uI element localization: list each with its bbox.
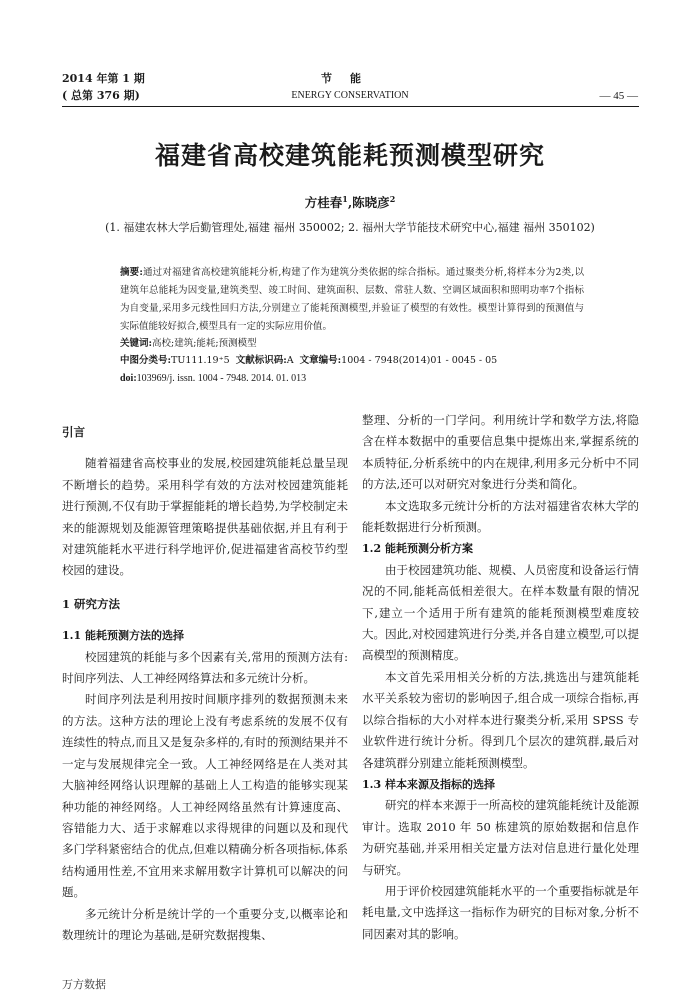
- subsection-heading: 1.3 样本来源及指标的选择: [362, 777, 495, 791]
- doi-value: 103969/j. issn. 1004 - 7948. 2014. 01. 013: [136, 373, 307, 384]
- paragraph: 本文首先采用相关分析的方法,挑选出与建筑能耗水平关系较为密切的影响因子,组合成一项综合指标,再以综合指标的大小对样本进行聚类分析,采用 SPSS 专业软件进行统计分析。得到几个层次的建筑群,最后对各建筑群分别建立能耗预测模型。: [362, 669, 639, 770]
- right-column: [362, 410, 639, 945]
- paragraph: 时间序列法是利用按时间顺序排列的数据预测未来的方法。这种方法的理论上没有考虑系统的发展不仅有连续性的特点,而且又是复杂多样的,有时的预测结果并不一定与发展规律完全一致。人工神经网络是在人类对其大脑神经网络认识理解的基础上人工构造的能够实现某种功能的神经网络。人工神经网络虽然有计算速度高、容错能力大、适于求解难以求得规律的问题以及和现代多门学科紧密结合的优点,但难以精确分析各项指标,体系结构通用性差,不宜用来求解用数字计算机可以解决的问题。: [62, 692, 348, 900]
- author-name: 陈晓彦: [352, 195, 390, 210]
- paragraph: 校园建筑的耗能与多个因素有关,常用的预测方法有:时间序列法、人工神经网络算法和多元统计分析。: [62, 649, 348, 686]
- classification-line: [120, 352, 584, 370]
- author-line: [0, 193, 700, 211]
- watermark: 万方数据: [62, 978, 106, 991]
- keywords: [120, 335, 584, 353]
- author-affiliation-mark: 2: [389, 193, 396, 204]
- paragraph: 多元统计分析是统计学的一个重要分支,以概率论和数理统计的理论为基础,是研究数据搜集、: [62, 906, 348, 942]
- doc-code-value: A: [286, 355, 294, 366]
- section-heading-intro: 引言: [62, 425, 85, 439]
- clc-label: 中图分类号:: [120, 355, 172, 366]
- author-name: 方桂春: [304, 195, 343, 210]
- paper-title: 福建省高校建筑能耗预测模型研究: [154, 141, 545, 170]
- clc-value: TU111.19⁺5: [171, 355, 230, 366]
- paragraph: 用于评价校园建筑能耗水平的一个重要指标就是年耗电量,文中选择这一指标作为研究的目标对象,分析不同因素对其的影响。: [362, 883, 639, 941]
- paragraph: 研究的样本来源于一所高校的建筑能耗统计及能源审计。选取 2010 年 50 栋建筑的原始数据和信息作为研究基础,并采用相关定量方法对信息进行量化处理与研究。: [362, 798, 639, 877]
- paragraph: 由于校园建筑功能、规模、人员密度和设备运行情况的不同,能耗高低相差很大。在样本数量有限的情况下,建立一个适用于所有建筑的能耗预测模型难度较大。因此,对校园建筑进行分类,并各自建立模型,可以提高模型的预测精度。: [362, 562, 639, 663]
- keywords-label: 关键词:: [120, 338, 153, 349]
- abstract-label: 摘要:: [120, 267, 143, 278]
- paragraph: 随着福建省高校事业的发展,校园建筑能耗总量呈现不断增长的趋势。采用科学有效的方法对校园建筑能耗进行预测,不仅有助于掌握能耗的增长趋势,为学校制定未来的能源规划及能源管理策略提供基础依据,并且有利于对建筑能耗水平进行科学地评价,促进福建省高校节约型校园的建设。: [62, 456, 348, 578]
- subsection-heading: 1.2 能耗预测分析方案: [362, 542, 473, 556]
- doi-label: doi:: [120, 373, 137, 384]
- paragraph: 本文选取多元统计分析的方法对福建省农林大学的能耗数据进行分析预测。: [362, 498, 639, 535]
- article-no-value: 1004 - 7948(2014)01 - 0045 - 05: [341, 355, 498, 366]
- author-affiliation-mark: 1: [342, 193, 348, 204]
- journal-name-cn: 节能: [321, 72, 379, 85]
- doi-line: [120, 370, 584, 388]
- journal-name-en: ENERGY CONSERVATION: [291, 90, 409, 101]
- issue-total-label: ( 总第 376 期): [62, 89, 140, 102]
- keywords-text: 高校;建筑;能耗;预测模型: [152, 338, 257, 349]
- doc-code-label: 文献标识码:: [235, 355, 287, 366]
- section-heading-methods: 1 研究方法: [62, 596, 121, 611]
- abstract: [120, 264, 584, 336]
- page-number: — 45 —: [599, 90, 638, 102]
- header-rule: [62, 106, 639, 107]
- left-column: [62, 410, 348, 946]
- subsection-heading: 1.1 能耗预测方法的选择: [62, 629, 184, 643]
- affiliation-line: (1. 福建农林大学后勤管理处,福建 福州 350002; 2. 福州大学节能技术研究中心,福建 福州 350102): [105, 221, 595, 234]
- paragraph: 整理、分析的一门学问。利用统计学和数学方法,将隐含在样本数据中的重要信息集中提炼出来,掌握系统的本质特征,分析系统中的内在规律,利用多元分析中不同的方法,还可以对研究对象进行分类和简化。: [362, 413, 639, 492]
- article-no-label: 文章编号:: [299, 355, 342, 366]
- abstract-text: 通过对福建省高校建筑能耗分析,构建了作为建筑分类依据的综合指标。通过聚类分析,将样本分为2类,以建筑年总能耗为因变量,建筑类型、竣工时间、建筑面积、层数、常驻人数、空调区域面积和照明功率7个指标为自变量,采用多元线性回归方法,分别建立了能耗预测模型,并验证了模型的有效性。模型计算得到的预测值与实际值能较好拟合,模型具有一定的实际应用价值。: [120, 267, 584, 332]
- author-separator: ,: [347, 195, 353, 210]
- issue-label: 2014 年第 1 期: [62, 72, 145, 85]
